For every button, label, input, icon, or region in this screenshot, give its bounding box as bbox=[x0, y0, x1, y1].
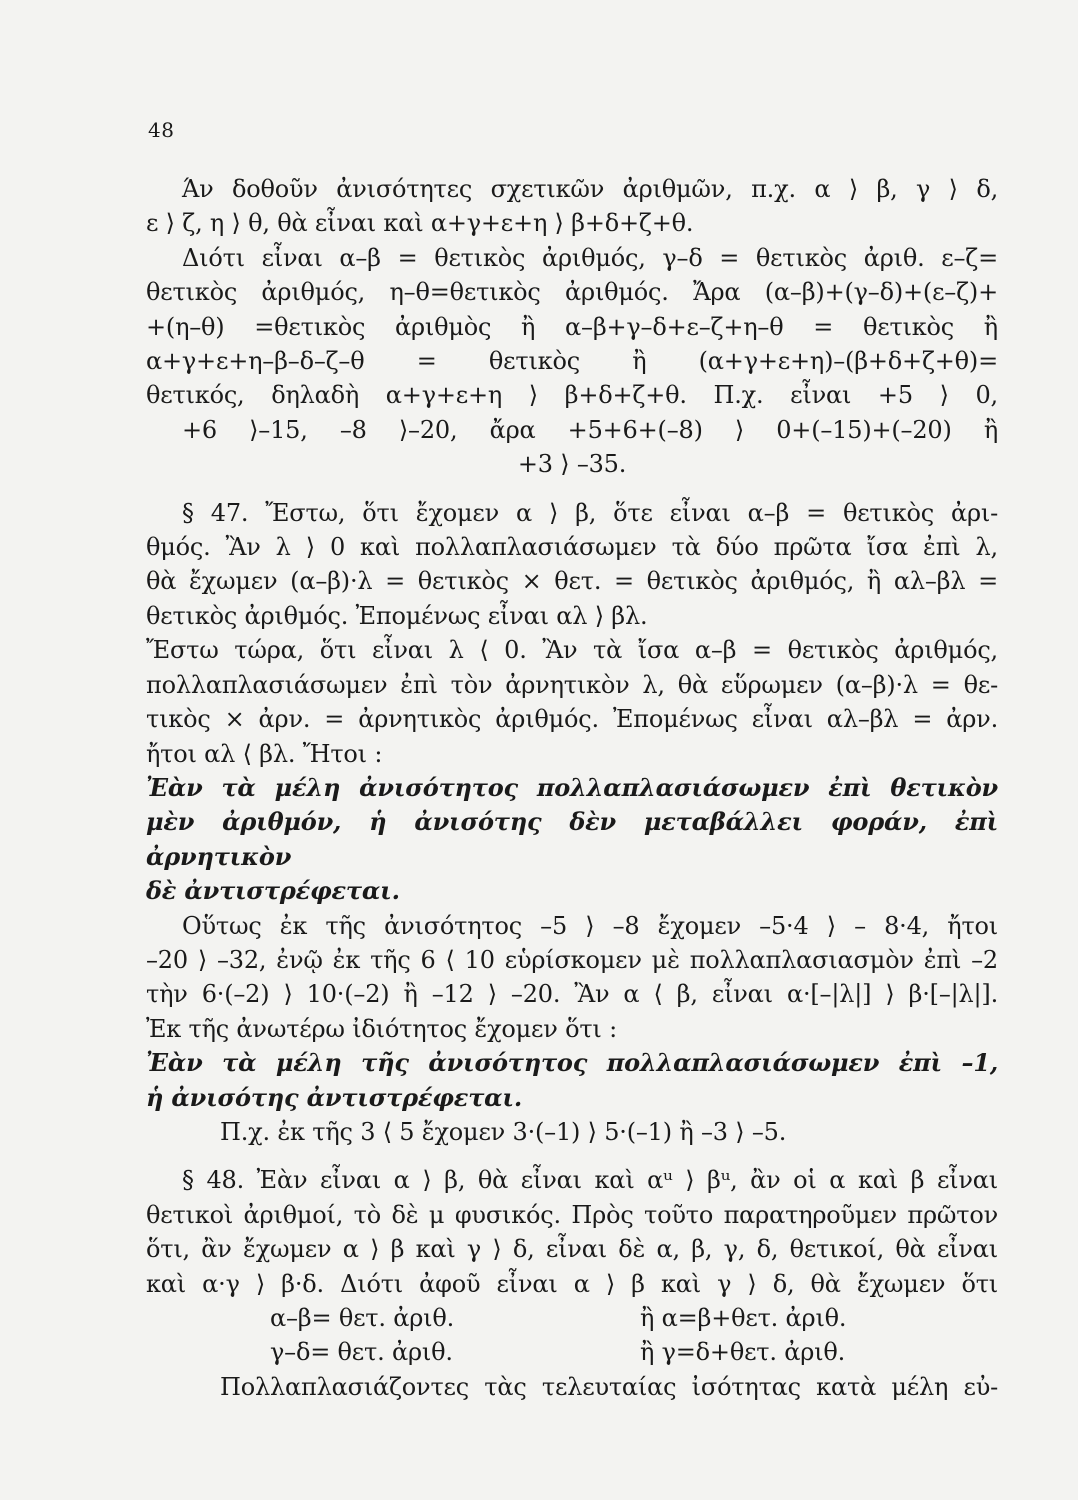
text-line: ε ⟩ ζ, η ⟩ θ, θὰ εἶναι καὶ α+γ+ε+η ⟩ β+δ+ζ+θ. bbox=[146, 209, 694, 238]
text-line: καὶ α·γ ⟩ β·δ. Διότι ἀφοῦ εἶναι α ⟩ β καὶ γ ⟩ δ, θὰ ἔχωμεν ὅτι bbox=[146, 1269, 998, 1298]
rule-statement: Ἐὰν τὰ μέλη τῆς ἀνισότητος πολλαπλασιάσωμεν ἐπὶ –1, bbox=[146, 1048, 998, 1078]
text-line: θετικός, δηλαδὴ α+γ+ε+η ⟩ β+δ+ζ+θ. Π.χ. εἶναι +5 ⟩ 0, bbox=[146, 381, 998, 410]
text-line: α+γ+ε+η–β–δ–ζ–θ = θετικὸς ἢ (α+γ+ε+η)–(β+δ+ζ+θ)= bbox=[146, 347, 998, 376]
section-47-heading: § 47. Ἔστω, ὅτι ἔχομεν α ⟩ β, ὅτε εἶναι α–β = θετικὸς ἀρι- bbox=[182, 498, 998, 527]
text-line: Οὕτως ἐκ τῆς ἀνισότητος –5 ⟩ –8 ἔχομεν –5·4 ⟩ – 8·4, ἤτοι bbox=[182, 911, 998, 940]
equation-right: ἢ γ=δ+θετ. ἀριθ. bbox=[640, 1338, 846, 1367]
equation-row bbox=[146, 1301, 998, 1335]
text-line: τὴν 6·(–2) ⟩ 10·(–2) ἢ –12 ⟩ –20. Ἂν α ⟨ β, εἶναι α·[–|λ|] ⟩ β·[–|λ|]. bbox=[146, 980, 998, 1009]
text-line: Ἔστω τώρα, ὅτι εἶναι λ ⟨ 0. Ἂν τὰ ἴσα α–β = θετικὸς ἀριθμός, bbox=[146, 636, 998, 665]
text-line: ἤτοι αλ ⟨ βλ. Ἤτοι : bbox=[146, 739, 383, 768]
text-line: Ἐκ τῆς ἀνωτέρω ἰδιότητος ἔχομεν ὅτι : bbox=[146, 1014, 617, 1043]
text-line: Πολλαπλασιάζοντες τὰς τελευταίας ἰσότητας κατὰ μέλη εὐ- bbox=[220, 1372, 998, 1401]
equation-left: α–β= θετ. ἀριθ. bbox=[270, 1304, 455, 1332]
page-body bbox=[146, 172, 998, 1404]
equation-row bbox=[146, 1335, 998, 1369]
rule-statement: μὲν ἀριθμόν, ἡ ἀνισότης δὲν μεταβάλλει φοράν, ἐπὶ ἀρνητικὸν bbox=[146, 807, 998, 871]
text-line: Άν δοθοῦν ἀνισότητες σχετικῶν ἀριθμῶν, π.χ. α ⟩ β, γ ⟩ δ, bbox=[182, 175, 998, 203]
example-line: Π.χ. ἐκ τῆς 3 ⟨ 5 ἔχομεν 3·(–1) ⟩ 5·(–1) ἢ –3 ⟩ –5. bbox=[220, 1117, 787, 1146]
text-line: θμός. Ἂν λ ⟩ 0 καὶ πολλαπλασιάσωμεν τὰ δύο πρῶτα ἴσα ἐπὶ λ, bbox=[146, 533, 998, 562]
equation-right: ἢ α=β+θετ. ἀριθ. bbox=[640, 1304, 847, 1332]
equation-left: γ–δ= θετ. ἀριθ. bbox=[270, 1338, 453, 1367]
rule-statement: δὲ ἀντιστρέφεται. bbox=[146, 876, 400, 906]
text-line: –20 ⟩ –32, ἐνῷ ἐκ τῆς 6 ⟨ 10 εὑρίσκομεν μὲ πολλαπλασιασμὸν ἐπὶ –2 bbox=[146, 945, 998, 974]
text-line: θετικοὶ ἀριθμοί, τὸ δὲ μ φυσικός. Πρὸς τοῦτο παρατηροῦμεν πρῶτον bbox=[146, 1200, 998, 1229]
page-number: 48 bbox=[148, 118, 175, 142]
text-line: πολλαπλασιάσωμεν ἐπὶ τὸν ἀρνητικὸν λ, θὰ εὕρωμεν (α–β)·λ = θε- bbox=[146, 670, 998, 699]
text-line: θὰ ἔχωμεν (α–β)·λ = θετικὸς × θετ. = θετικὸς ἀριθμός, ἢ αλ–βλ = bbox=[146, 567, 998, 596]
section-48-heading: § 48. Ἐὰν εἶναι α ⟩ β, θὰ εἶναι καὶ αᵘ ⟩ βᵘ, ἂν οἱ α καὶ β εἶναι bbox=[182, 1166, 998, 1195]
text-line: τικὸς × ἀρν. = ἀρνητικὸς ἀριθμός. Ἐπομένως εἶναι αλ–βλ = ἀρν. bbox=[146, 705, 998, 734]
text-line: θετικὸς ἀριθμός. Ἐπομένως εἶναι αλ ⟩ βλ. bbox=[146, 601, 648, 630]
text-line: Διότι εἶναι α–β = θετικὸς ἀριθμός, γ–δ = θετικὸς ἀριθ. ε–ζ= bbox=[182, 243, 998, 272]
text-line: +6 ⟩–15, –8 ⟩–20, ἄρα +5+6+(–8) ⟩ 0+(–15)+(–20) ἢ bbox=[182, 415, 998, 444]
rule-statement: Ἐὰν τὰ μέλη ἀνισότητος πολλαπλασιάσωμεν ἐπὶ θετικὸν bbox=[146, 772, 998, 802]
rule-statement: ἡ ἀνισότης ἀντιστρέφεται. bbox=[146, 1082, 522, 1112]
text-line: θετικὸς ἀριθμός, η–θ=θετικὸς ἀριθμός. Ἄρα (α–β)+(γ–δ)+(ε–ζ)+ bbox=[146, 278, 998, 307]
text-line: ὅτι, ἂν ἔχωμεν α ⟩ β καὶ γ ⟩ δ, εἶναι δὲ α, β, γ, δ, θετικοί, θὰ εἶναι bbox=[146, 1235, 998, 1264]
text-line: +3 ⟩ –35. bbox=[517, 450, 627, 479]
text-line: +(η–θ) =θετικὸς ἀριθμὸς ἢ α–β+γ–δ+ε–ζ+η–θ = θετικὸς ἢ bbox=[146, 312, 998, 341]
